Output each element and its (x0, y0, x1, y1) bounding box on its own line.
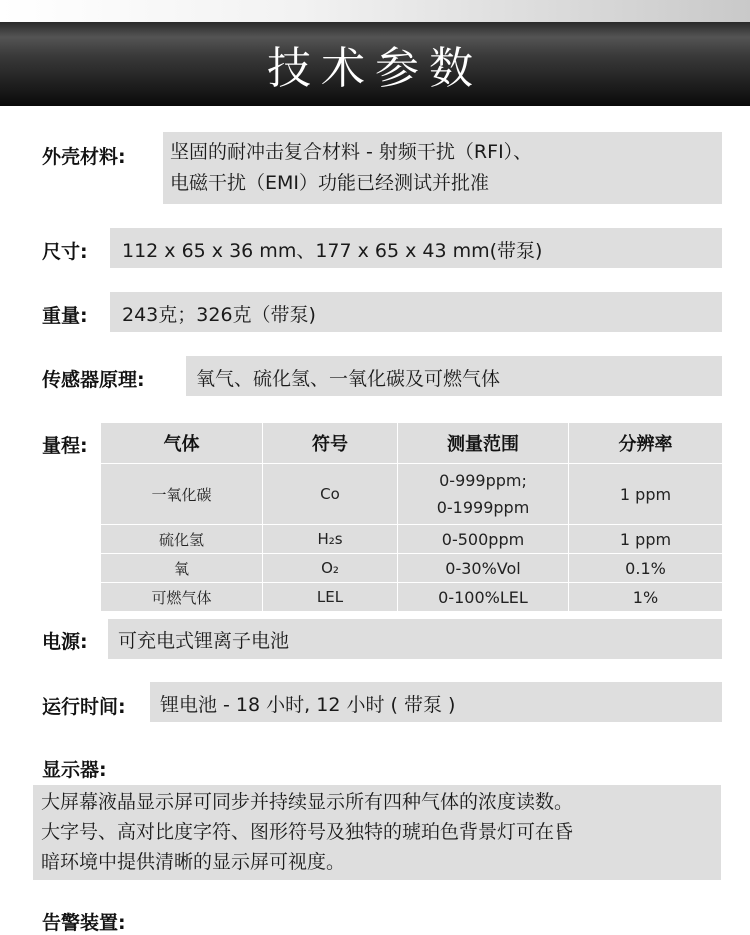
size-label: 尺寸: (42, 241, 88, 263)
power-label: 电源: (42, 631, 88, 653)
weight-label: 重量: (42, 305, 88, 327)
shell-value-line2: 电磁干扰（EMI）功能已经测试并批准 (170, 172, 490, 194)
header-symbol: 符号 (263, 423, 398, 464)
resolution-cell: 1 ppm (569, 464, 723, 525)
range-cell: 0-100%LEL (398, 583, 569, 612)
title-banner (0, 22, 750, 106)
display-line3: 暗环境中提供清晰的显示屏可视度。 (41, 851, 346, 873)
table-header-row (101, 423, 723, 464)
shell-label: 外壳材料: (42, 146, 126, 168)
gas-cell: 可燃气体 (101, 583, 263, 612)
power-value: 可充电式锂离子电池 (118, 630, 290, 652)
shell-value-box (163, 132, 722, 204)
range-cell (398, 464, 569, 525)
table-row (101, 464, 723, 525)
symbol-cell: O₂ (263, 554, 398, 583)
page-title: 技术参数 (267, 43, 483, 94)
range-table (100, 422, 723, 612)
gas-cell: 氧 (101, 554, 263, 583)
runtime-value: 锂电池 - 18 小时, 12 小时 ( 带泵 ) (160, 694, 456, 716)
symbol-cell: LEL (263, 583, 398, 612)
header-resolution: 分辨率 (569, 423, 723, 464)
symbol-cell: H₂s (263, 525, 398, 554)
sensor-value: 氧气、硫化氢、一氧化碳及可燃气体 (196, 368, 501, 390)
runtime-label: 运行时间: (42, 696, 126, 718)
symbol-cell: Co (263, 464, 398, 525)
top-band (0, 0, 750, 22)
display-line2: 大字号、高对比度字符、图形符号及独特的琥珀色背景灯可在昏 (41, 821, 574, 843)
range-label: 量程: (42, 435, 88, 457)
alarm-label: 告警装置: (42, 912, 126, 934)
resolution-cell: 1 ppm (569, 525, 723, 554)
header-gas: 气体 (101, 423, 263, 464)
power-value-box (108, 619, 722, 659)
sensor-label: 传感器原理: (42, 369, 145, 391)
gas-cell: 硫化氢 (101, 525, 263, 554)
size-value-box (110, 228, 722, 268)
range-line2: 0-1999ppm (436, 498, 530, 517)
resolution-cell: 0.1% (569, 554, 723, 583)
display-value-box (33, 785, 721, 880)
display-line1: 大屏幕液晶显示屏可同步并持续显示所有四种气体的浓度读数。 (41, 791, 574, 813)
shell-value-line1: 坚固的耐冲击复合材料 - 射频干扰（RFI）、 (170, 141, 533, 163)
runtime-value-box (150, 682, 722, 722)
weight-value: 243克；326克（带泵) (122, 304, 316, 326)
resolution-cell: 1% (569, 583, 723, 612)
table-row (101, 525, 723, 554)
gas-cell: 一氧化碳 (101, 464, 263, 525)
range-cell: 0-30%Vol (398, 554, 569, 583)
table-row (101, 583, 723, 612)
sensor-value-box (186, 356, 722, 396)
display-label: 显示器: (42, 759, 107, 781)
range-cell: 0-500ppm (398, 525, 569, 554)
header-range: 测量范围 (398, 423, 569, 464)
weight-value-box (110, 292, 722, 332)
table-row (101, 554, 723, 583)
range-line1: 0-999ppm; (439, 471, 527, 490)
size-value: 112 x 65 x 36 mm、177 x 65 x 43 mm(带泵) (122, 240, 543, 262)
